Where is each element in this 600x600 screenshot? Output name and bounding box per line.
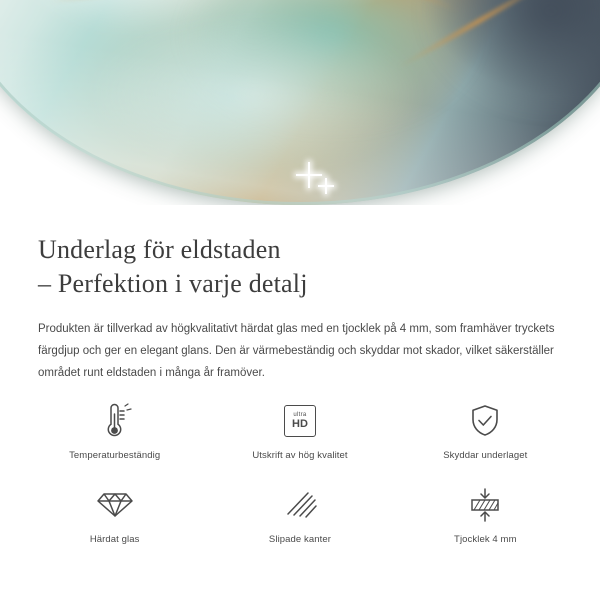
badge-bottom-text: HD bbox=[292, 418, 308, 430]
ultra-hd-icon bbox=[277, 398, 323, 444]
hero-image bbox=[0, 0, 600, 205]
feature-label: Utskrift av hög kvalitet bbox=[252, 450, 348, 461]
text-content bbox=[0, 205, 600, 385]
glass-disc-image bbox=[0, 0, 600, 205]
feature-label: Temperaturbeständig bbox=[69, 450, 161, 461]
feature-item-thickness bbox=[393, 478, 578, 562]
feature-label: Tjocklek 4 mm bbox=[454, 534, 517, 545]
polished-edges-icon bbox=[277, 482, 323, 528]
page-title bbox=[0, 205, 600, 302]
feature-grid bbox=[0, 394, 600, 562]
product-description-text: Produkten är tillverkad av högkvalitativt härdat glas med en tjocklek på 4 mm, som framhäver tryckets färgdjup och ger en elegant glans. Den är värmebeständig och skyddar mot skador, vilket säkerställer området runt eldstaden i många år framöver. bbox=[38, 322, 555, 380]
thermometer-icon bbox=[92, 398, 138, 444]
badge-top-text: ultra bbox=[293, 412, 307, 418]
thickness-icon bbox=[462, 482, 508, 528]
feature-item-temperature bbox=[22, 394, 207, 478]
headline-line-1: Underlag för eldstaden bbox=[38, 235, 281, 264]
feature-label: Skyddar underlaget bbox=[443, 450, 528, 461]
feature-item-surface-protection bbox=[393, 394, 578, 478]
feature-item-polished-edges bbox=[207, 478, 392, 562]
marble-swirl bbox=[426, 0, 600, 111]
diamond-icon bbox=[92, 482, 138, 528]
feature-item-tempered-glass bbox=[22, 478, 207, 562]
feature-item-print-quality bbox=[207, 394, 392, 478]
marble-swirl bbox=[90, 19, 420, 169]
feature-label: Härdat glas bbox=[89, 534, 140, 545]
shield-check-icon bbox=[462, 398, 508, 444]
headline-line-2: – Perfektion i varje detalj bbox=[38, 269, 308, 299]
feature-label: Slipade kanter bbox=[268, 534, 332, 545]
